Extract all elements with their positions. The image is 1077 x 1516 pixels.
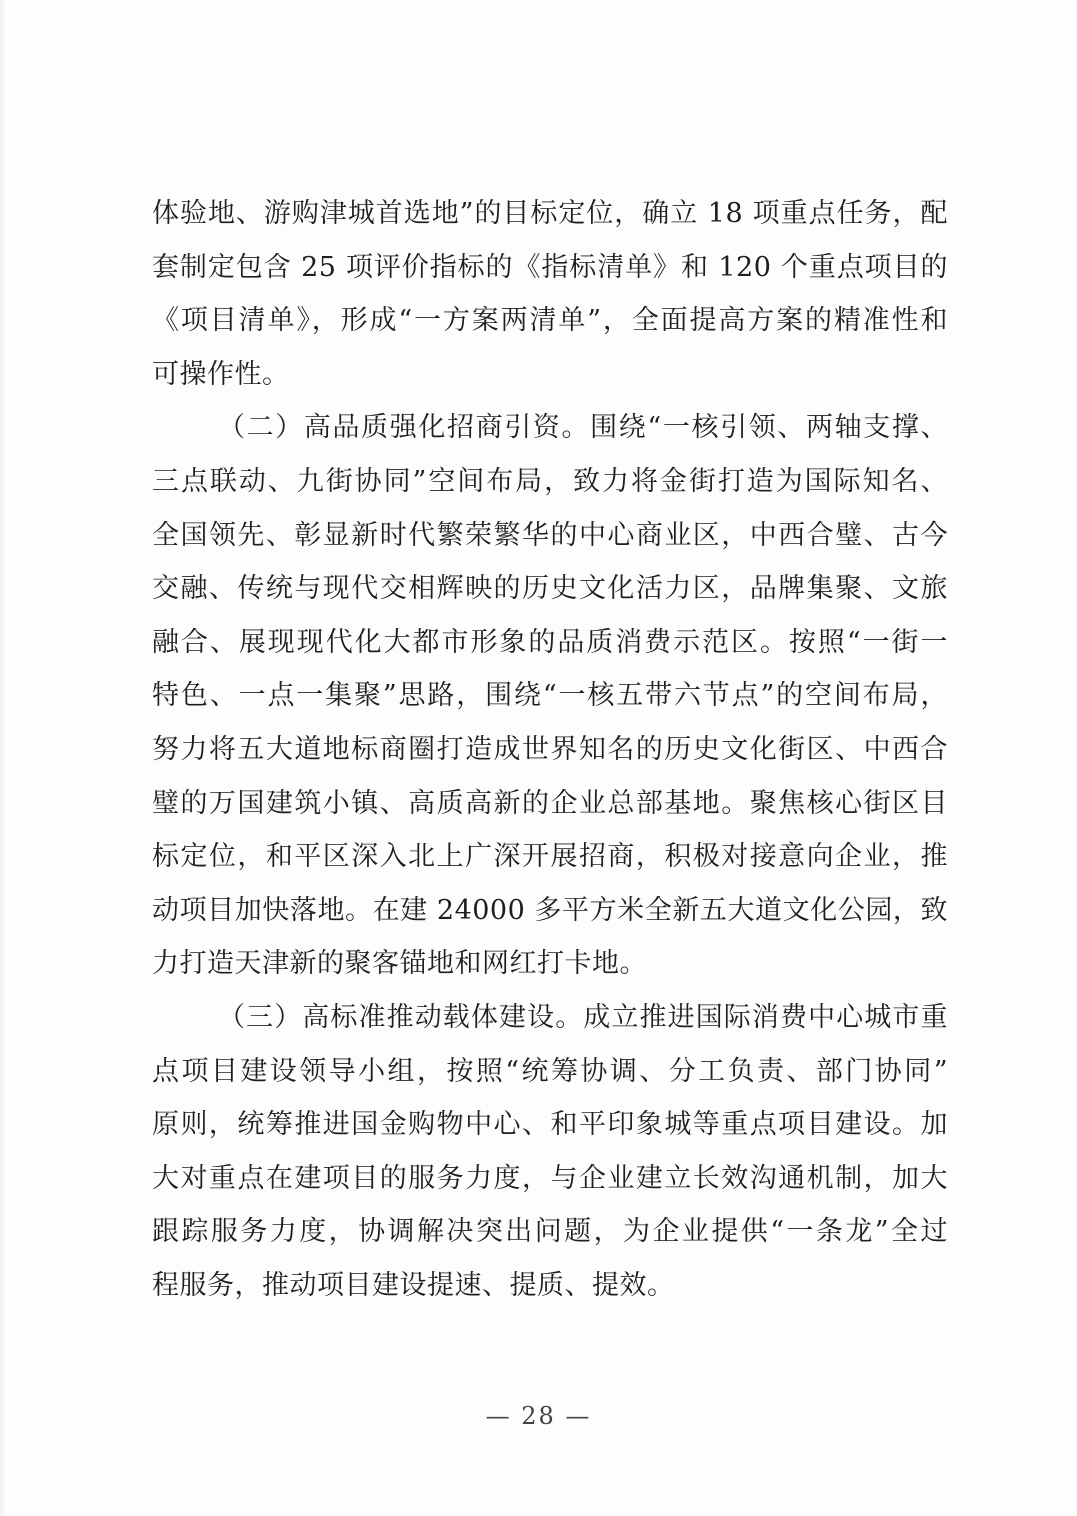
text-line: 套制定包含 25 项评价指标的《指标清单》和 120 个重点项目的 — [152, 251, 948, 283]
text-line: 特色、一点一集聚”思路，围绕“一核五带六节点”的空间布局， — [152, 680, 948, 712]
text-line: 跟踪服务力度，协调解决突出问题，为企业提供“一条龙”全过 — [152, 1216, 948, 1248]
text-line: （三）高标准推动载体建设。成立推进国际消费中心城市重 — [218, 1001, 948, 1033]
text-line: 交融、传统与现代交相辉映的历史文化活力区，品牌集聚、文旅 — [152, 573, 948, 605]
text-line: 点项目建设领导小组，按照“统筹协调、分工负责、部门协同” — [152, 1055, 948, 1087]
text-line: 体验地、游购津城首选地”的目标定位，确立 18 项重点任务，配 — [152, 198, 948, 229]
page-number: — 28 — — [485, 1402, 592, 1430]
body-text — [152, 187, 948, 1312]
text-line: 《项目清单》，形成“一方案两清单”，全面提高方案的精准性和 — [152, 305, 948, 337]
text-line: 可操作性。 — [152, 358, 290, 390]
text-line: （二）高品质强化招商引资。围绕“一核引领、两轴支撑、 — [218, 412, 948, 444]
text-line: 动项目加快落地。在建 24000 多平方米全新五大道文化公园，致 — [152, 894, 948, 926]
text-line: 力打造天津新的聚客锚地和网红打卡地。 — [152, 948, 647, 980]
paragraph-3 — [152, 991, 948, 1313]
text-line: 璧的万国建筑小镇、高质高新的企业总部基地。聚焦核心街区目 — [152, 787, 948, 819]
text-line: 三点联动、九街协同”空间布局，致力将金街打造为国际知名、 — [152, 465, 948, 497]
paragraph-1 — [152, 187, 948, 401]
text-line: 全国领先、彰显新时代繁荣繁华的中心商业区，中西合璧、古今 — [152, 519, 948, 551]
paragraph-2 — [152, 401, 948, 991]
text-line: 努力将五大道地标商圈打造成世界知名的历史文化街区、中西合 — [152, 733, 948, 765]
text-line: 原则，统筹推进国金购物中心、和平印象城等重点项目建设。加 — [152, 1109, 948, 1141]
text-line: 标定位，和平区深入北上广深开展招商，积极对接意向企业，推 — [152, 841, 948, 873]
text-line: 程服务，推动项目建设提速、提质、提效。 — [152, 1269, 675, 1301]
text-line: 融合、展现现代化大都市形象的品质消费示范区。按照“一街一 — [152, 626, 948, 658]
text-line: 大对重点在建项目的服务力度，与企业建立长效沟通机制，加大 — [152, 1162, 948, 1194]
scan-edge — [0, 0, 6, 1516]
